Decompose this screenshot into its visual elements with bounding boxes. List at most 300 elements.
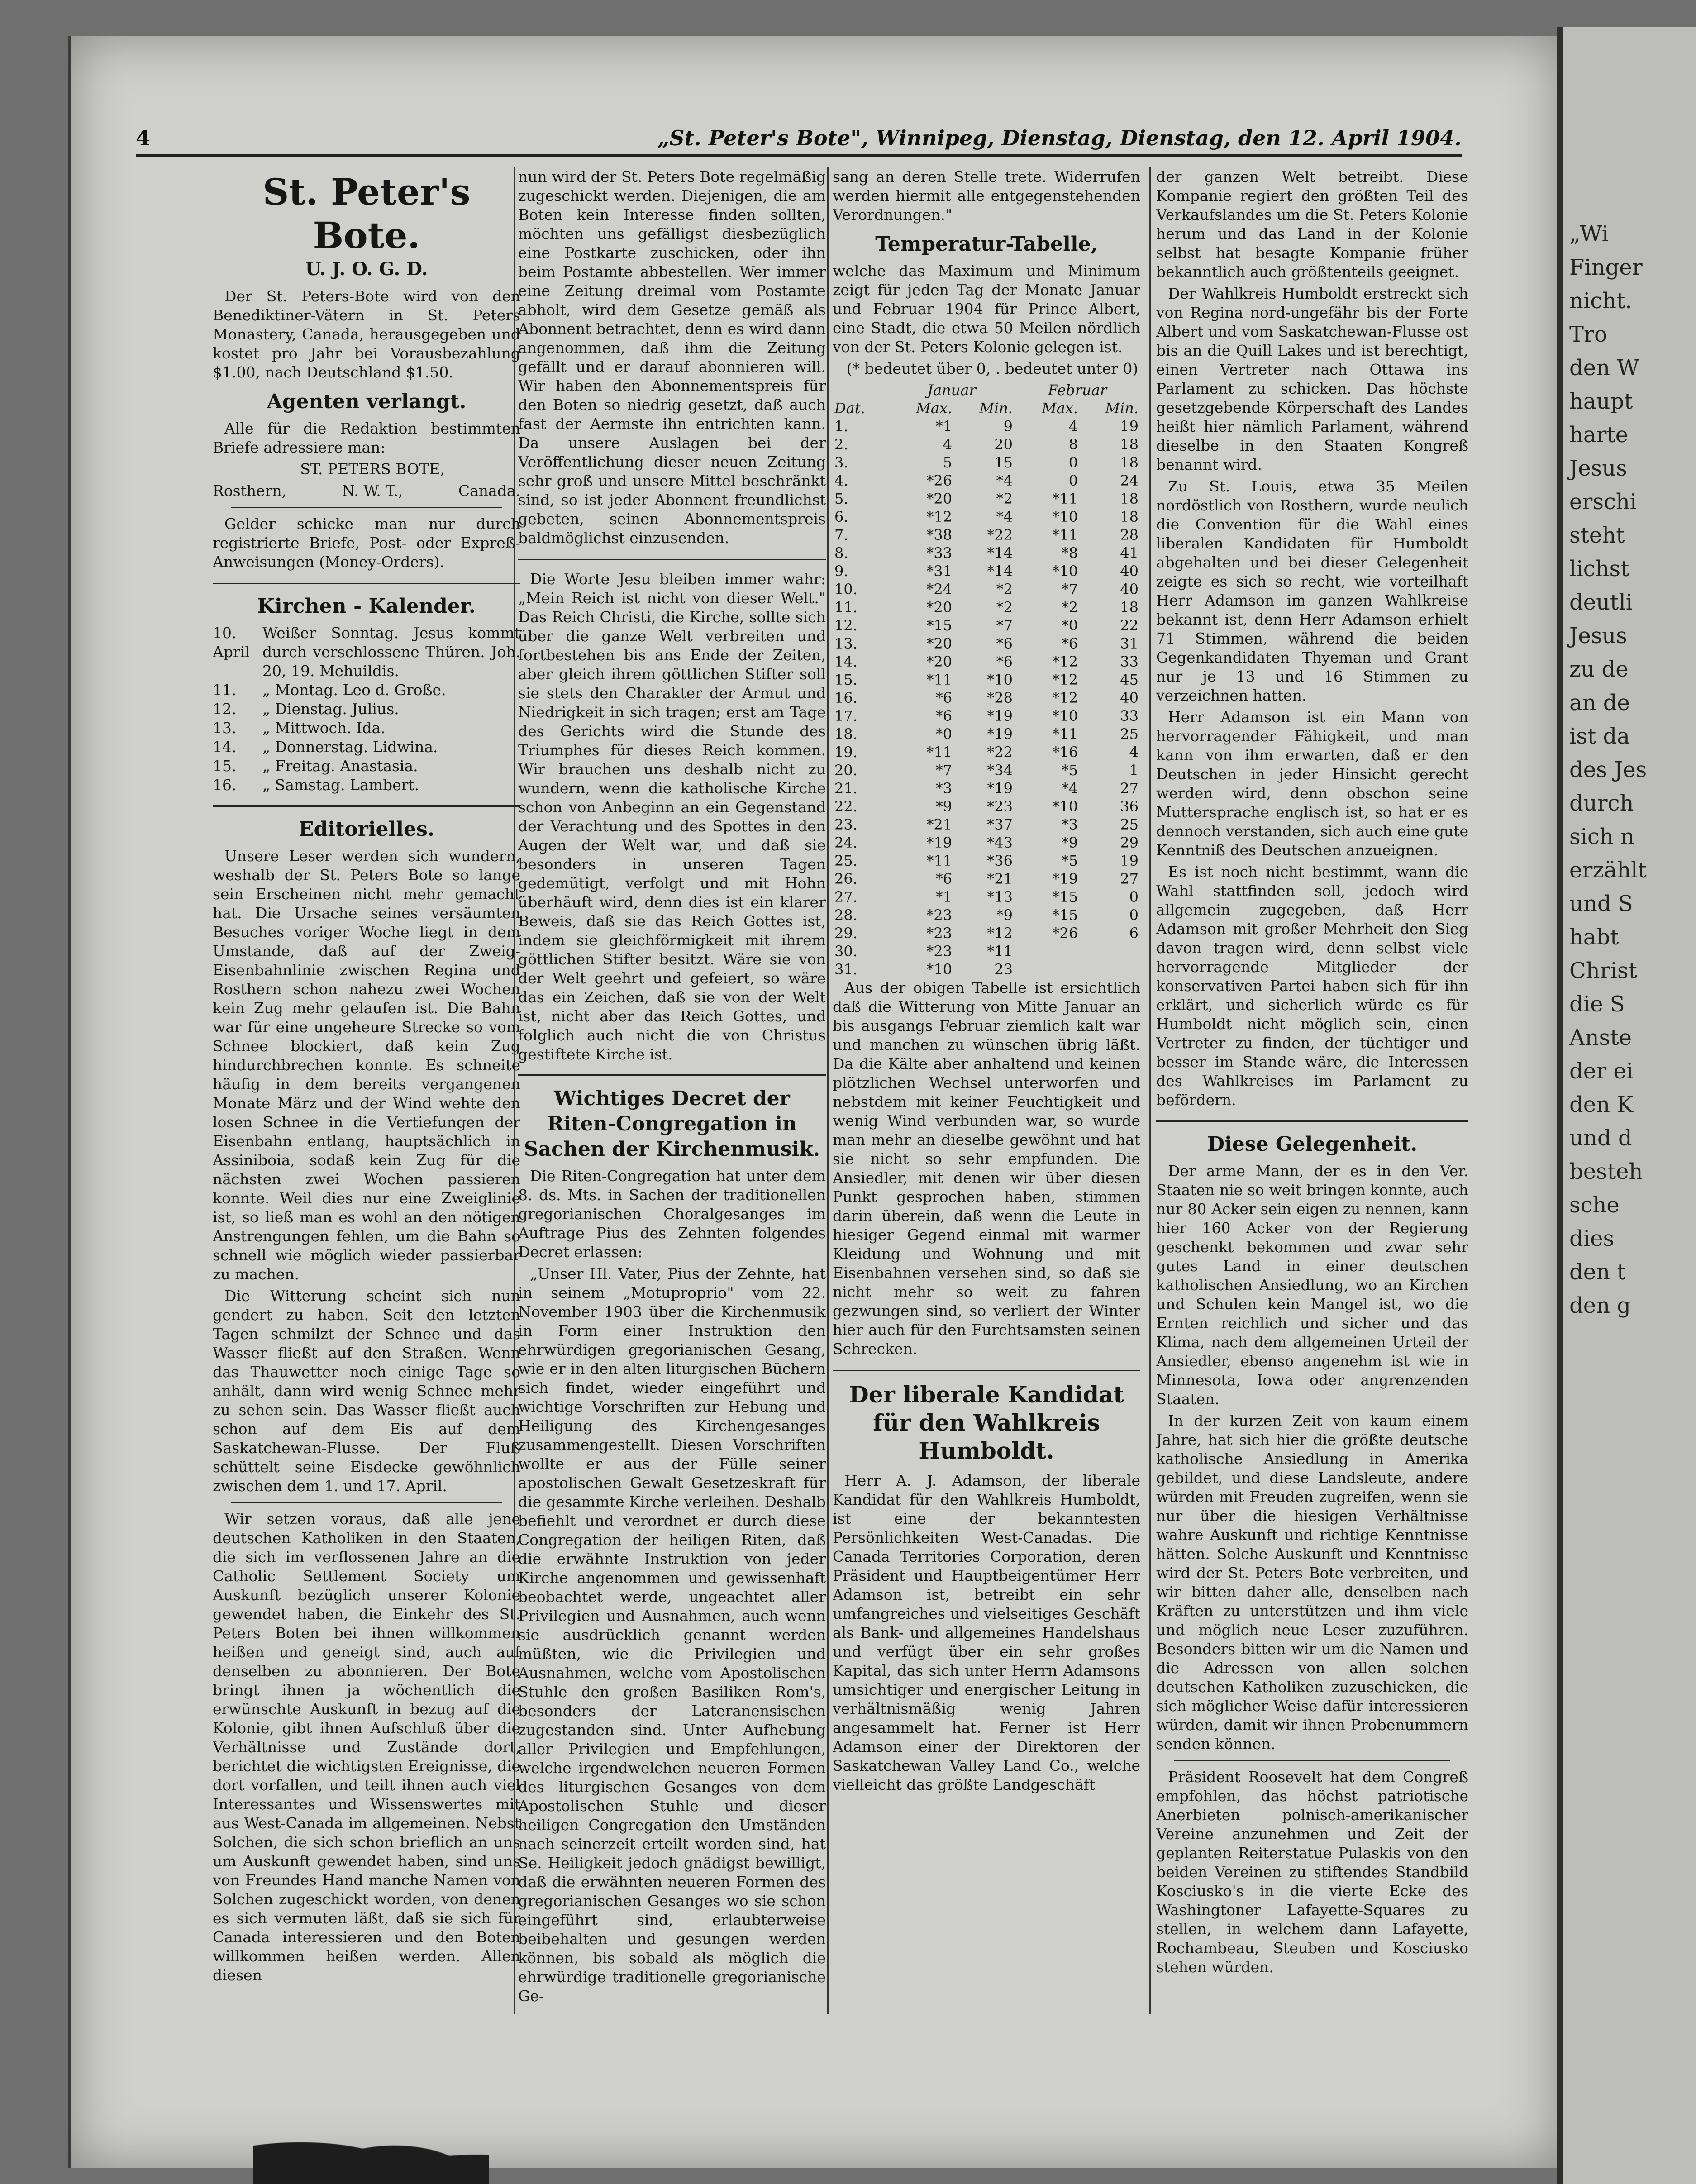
temp-jan-max: *12 <box>926 508 953 525</box>
temp-feb-max: *8 <box>1061 544 1078 562</box>
temp-feb-min: 18 <box>1120 508 1139 525</box>
temp-feb-min: 18 <box>1120 454 1139 471</box>
temperature-row <box>833 508 1140 526</box>
temp-jan-max: 4 <box>943 436 953 453</box>
column-header-row <box>833 399 1140 417</box>
temp-day: 29. <box>834 925 858 942</box>
masthead-motto: U. J. O. G. D. <box>305 258 428 280</box>
temp-jan-min: 15 <box>994 454 1013 471</box>
temperature-row <box>833 834 1140 852</box>
temp-day: 1. <box>834 418 848 435</box>
temp-jan-max: *3 <box>935 780 953 797</box>
temp-feb-max: *12 <box>1052 653 1078 670</box>
running-title: „St. Peter's Bote", Winnipeg, Dienstag, Dienstag, den 12. April 1904. <box>657 126 1462 150</box>
divider <box>1156 1120 1468 1122</box>
temperature-row <box>833 888 1140 906</box>
temp-feb-max: *5 <box>1061 852 1078 869</box>
facing-line: der ei <box>1569 1059 1634 1084</box>
temp-feb-max: *12 <box>1052 671 1078 688</box>
facing-line: dies <box>1569 1226 1615 1251</box>
temp-day: 19. <box>834 744 858 761</box>
temp-jan-min: *9 <box>996 906 1013 924</box>
temp-feb-min: 18 <box>1120 599 1139 616</box>
temp-day: 24. <box>834 834 858 851</box>
facing-line: den W <box>1569 355 1639 381</box>
temp-feb-max: *10 <box>1052 798 1078 815</box>
temp-feb-min: 1 <box>1129 762 1139 779</box>
temp-jan-max: *20 <box>926 635 953 652</box>
temperature-row <box>833 435 1140 453</box>
calendar-row <box>213 757 520 776</box>
temperature-row <box>833 598 1140 616</box>
facing-line: steht <box>1569 523 1625 548</box>
temp-jan-min: *19 <box>987 780 1013 797</box>
calendar-date: 14. <box>213 738 237 756</box>
temp-feb-min: 29 <box>1120 834 1139 851</box>
temp-feb-min: 45 <box>1120 671 1139 688</box>
temp-feb-min: 33 <box>1120 707 1139 725</box>
temperature-row <box>833 870 1140 888</box>
temp-jan-max: *11 <box>926 852 953 869</box>
temp-feb-min: 40 <box>1120 581 1139 598</box>
temperature-intro: welche das Maximum und Minimum zeigt für jeden Tag der Monate Januar und Februar 1904 für Prince Albert, eine Stadt, die etwa 50 Meilen nördlich von der St. Peters Kolonie gelegen ist. <box>833 262 1140 356</box>
temp-day: 3. <box>834 454 848 471</box>
temp-feb-max: *2 <box>1061 599 1078 616</box>
header-max: Max. <box>916 400 953 417</box>
temperature-row <box>833 815 1140 834</box>
article-paragraph: Herr A. J. Adamson, der liberale Kandidat für den Wahlkreis Humboldt, ist eine der bekanntesten Persönlichkeiten West-Canadas. Die Canada Territories Corporation, deren Präsident und Hauptbeigentümer Herr Adamson ist, betreibt ein sehr umfangreiches und vielseitiges Geschäft als Bank- und allgemeines Handelshaus und verfügt über ein sehr großes Kapital, das sich unter Herrn Adamsons umsichtiger und energischer Leitung in verhältnismäßig wenig Jahren angesammelt hat. Ferner ist Herr Adamson einer der Direktoren der Saskatchewan Valley Land Co., welche vielleicht das größte Landgeschäft <box>833 1472 1140 1793</box>
temp-day: 8. <box>834 544 848 562</box>
divider <box>213 582 520 584</box>
facing-line: Tro <box>1569 322 1607 347</box>
temp-feb-min: 4 <box>1129 744 1139 761</box>
header-min: Min. <box>1105 400 1139 417</box>
temp-jan-min: *22 <box>987 744 1013 761</box>
facing-line: harte <box>1569 422 1629 448</box>
temp-day: 17. <box>834 707 858 725</box>
temp-day: 18. <box>834 725 858 743</box>
temp-jan-max: *38 <box>926 526 953 544</box>
article-paragraph: der ganzen Welt betreibt. Diese Kompanie regiert den größten Teil des Verkaufslandes um die St. Peters Kolonie herum und das Land in der Kolonie selbst hat besagte Kompanie früher bekanntlich auch größtenteils geeignet. <box>1156 168 1468 281</box>
temperature-table <box>833 381 1140 978</box>
facing-line: die S <box>1569 992 1625 1017</box>
article-paragraph: Zu St. Louis, etwa 35 Meilen nordöstlich von Rosthern, wurde neulich die Convention für die Wahl eines liberalen Kandidaten für Humboldt abgehalten und bei dieser Gelegenheit zeigte es sich so recht, wie vorteilhaft Herr Adamson im ganzen Wahlkreise bekannt ist, denn Herr Adamson erhielt 71 Stimmen, während die beiden Gegenkandidaten Thyeman und Grant nur je 13 und 16 Stimmen zu verzeichnen hatten. <box>1156 477 1468 704</box>
facing-line: des Jes <box>1569 757 1647 782</box>
facing-line: Finger <box>1569 255 1643 280</box>
temperature-row <box>833 707 1140 725</box>
temp-jan-max: *15 <box>926 617 953 634</box>
editorials-heading: Editorielles. <box>298 818 435 841</box>
temp-jan-min: *14 <box>987 544 1013 562</box>
article-paragraph: Aus der obigen Tabelle ist ersichtlich daß die Witterung von Mitte Januar an bis ausgangs Februar ziemlich kalt war und manchen zu wünschen übrig läßt. Da die Kälte aber anhaltend und keinen plötzlichen Wechsel unterworfen und nebstdem mit keiner Feuchtigkeit und wenig Wind verbunden war, so wurde man mehr an dieselbe gewöhnt und hat sie nicht so sehr empfunden. Die Ansiedler, mit denen wir über diesen Punkt gesprochen haben, stimmen darin überein, daß wenn die Leute in hiesiger Gegend einmal mit warmer Kleidung und Wohnung und mit Eisenbahnen versehen sind, so daß sie nicht mehr so weit zu fahren gezwungen sind, so verliert der Winter hier auch für den Furchtsamsten seinen Schrecken. <box>833 979 1140 1358</box>
temp-day: 5. <box>834 490 848 507</box>
temp-feb-min: 19 <box>1120 852 1139 869</box>
temperature-rows <box>833 417 1140 978</box>
header-min: Min. <box>979 400 1013 417</box>
article-paragraph: Der Wahlkreis Humboldt erstreckt sich von Regina nord-ungefähr bis der Forte Albert und vom Saskatchewan-Flusse ost bis an die Quill Lakes und ist berechtigt, einen Vertreter nach Ottawa ins Parlament zu schicken. Das höchste gesetzgebende Körperschaft des Landes heißt hier nämlich Parlament, während dieselbe in den Staaten Kongreß benannt wird. <box>1156 285 1468 473</box>
temperature-row <box>833 472 1140 490</box>
temperature-row <box>833 761 1140 779</box>
temp-jan-max: *26 <box>926 472 953 489</box>
temp-feb-max: *19 <box>1052 870 1078 887</box>
opportunity-heading: Diese Gelegenheit. <box>1207 1133 1418 1156</box>
temp-feb-min: 18 <box>1120 436 1139 453</box>
temp-feb-min: 25 <box>1120 725 1139 743</box>
calendar-date: 12. <box>213 700 237 718</box>
temp-feb-max <box>1015 942 1080 960</box>
temp-jan-min: *37 <box>987 816 1013 833</box>
temp-jan-max: *1 <box>935 418 953 435</box>
temperature-row <box>833 580 1140 598</box>
temp-jan-min: *22 <box>987 526 1013 544</box>
calendar-row <box>213 681 520 700</box>
temp-feb-min: 27 <box>1120 870 1139 887</box>
temp-feb-min: 22 <box>1120 617 1139 634</box>
calendar-entry: „ Freitag. Anastasia. <box>262 757 418 775</box>
temp-feb-max: *7 <box>1061 581 1078 598</box>
temp-day: 21. <box>834 780 858 797</box>
article-paragraph: Der arme Mann, der es in den Ver. Staaten nie so weit bringen konnte, auch nur 80 Acker sein eigen zu nennen, kann hier 160 Acker von der Regierung geschenkt bekommen und zwar sehr gutes Land in einer deutschen katholischen Ansiedlung, wo an Kirchen und Schulen kein Mangel ist, wo die Ernten reichlich und sicher und das Klima, nach dem allgemeinen Urteil der Ansiedler, ebenso angenehm ist wie in Minnesota, Iowa oder angrenzenden Staaten. <box>1156 1162 1468 1408</box>
scanner-fingers <box>253 2116 489 2184</box>
temperature-row <box>833 924 1140 942</box>
facing-line: besteh <box>1569 1159 1643 1184</box>
temp-jan-min: *21 <box>987 870 1013 887</box>
temp-day: 11. <box>834 599 858 616</box>
facing-line: sche <box>1569 1192 1620 1218</box>
month-january: Januar <box>927 381 976 399</box>
facing-line: deutli <box>1569 590 1633 615</box>
temp-jan-max: *0 <box>935 725 953 743</box>
facing-line: habt <box>1569 925 1619 950</box>
temp-feb-min: 0 <box>1129 906 1139 924</box>
temp-jan-max: *9 <box>935 798 953 815</box>
temp-day: 27. <box>834 888 858 906</box>
temp-feb-max: *15 <box>1052 888 1078 906</box>
temp-day: 12. <box>834 617 858 634</box>
column-rule <box>1149 167 1151 2014</box>
editorial-paragraph: Unsere Leser werden sich wundern, weshalb der St. Peters Bote so lange sein Erscheinen nicht mehr gemacht hat. Die Ursache seines versäumten Besuches voriger Woche liegt in dem Umstande, daß auf der Zweig-Eisenbahnlinie zwischen Regina und Rosthern schon nahezu zwei Wochen kein Zug mehr gelaufen ist. Die Bahn war für eine ungeheure Strecke so vom Schnee blockiert, daß kein Zug hindurchbrechen konnte. Es schneite häufig in dem bereits vergangenen Monate März und der Wind wehte den losen Schnee in die Vertiefungen der Eisenbahn entlang, hauptsächlich in Assiniboia, sodaß kein Zug für die nächsten zwei Wochen passieren konnte. Weil dies nur eine Zweiglinie ist, so ließ man es wohl an den nötigen Anstrengungen fehlen, um die Bahn so schnell wie möglich wieder passierbar zu machen. <box>213 847 520 1283</box>
temperature-row <box>833 779 1140 797</box>
facing-line: Jesus <box>1569 456 1627 481</box>
temperature-row <box>833 797 1140 815</box>
temperature-row <box>833 490 1140 508</box>
calendar-row <box>213 738 520 757</box>
temp-jan-min: *2 <box>996 599 1013 616</box>
calendar-row <box>213 719 520 738</box>
calendar-heading: Kirchen - Kalender. <box>257 595 476 618</box>
temperature-row <box>833 544 1140 562</box>
temp-feb-max: 8 <box>1068 436 1078 453</box>
temp-day: 10. <box>834 581 858 598</box>
temp-jan-min: *6 <box>996 635 1013 652</box>
article-paragraph: nun wird der St. Peters Bote regelmäßig zugeschickt werden. Diejenigen, die am Boten kein Interesse finden sollten, möchten uns gefälligst diesbezüglich eine Postkarte zuschicken, oder ihn beim Postamte abbestellen. Wer immer eine Zeitung dreimal vom Postamte abholt, wird dem Gesetze gemäß als Abonnent betrachtet, denn es wird dann angenommen, daß ihm die Zeitung gefällt und er darauf abonnieren will. Wir haben den Abonnementspreis für den Boten so niedrig gesetzt, daß auch fast der Aermste ihn entrichten kann. Da unsere Auslagen bei der Veröffentlichung dieser neuen Zeitung sehr groß und unsere Mittel beschränkt sind, so ist jeder Abonnent freundlichst gebeten, seinen Abonnementspreis baldmöglichst einzusenden. <box>518 168 826 547</box>
facing-line: den g <box>1569 1293 1631 1318</box>
temp-feb-min: 27 <box>1120 780 1139 797</box>
temp-feb-min: 40 <box>1120 563 1139 580</box>
temp-feb-min: 25 <box>1120 816 1139 833</box>
temp-feb-max: *0 <box>1061 617 1078 634</box>
temp-jan-min: *34 <box>987 762 1013 779</box>
temp-jan-min: *14 <box>987 563 1013 580</box>
temp-feb-max: *11 <box>1052 526 1078 544</box>
temp-jan-min: *10 <box>987 671 1013 688</box>
temp-feb-min <box>1080 960 1140 978</box>
calendar-date: 13. <box>213 719 237 737</box>
temp-jan-max: *6 <box>935 689 953 706</box>
temp-day: 7. <box>834 526 848 544</box>
facing-line: Anste <box>1569 1025 1632 1050</box>
temp-jan-max: *6 <box>935 707 953 725</box>
address-name: ST. PETERS BOTE, <box>300 460 445 478</box>
temp-jan-max: *23 <box>926 906 953 924</box>
temp-jan-min: *28 <box>987 689 1013 706</box>
temp-feb-max: *3 <box>1061 816 1078 833</box>
temp-feb-min: 40 <box>1120 689 1139 706</box>
calendar-entry: „ Dienstag. Julius. <box>262 700 399 718</box>
temp-jan-max: 5 <box>943 454 953 471</box>
temperature-row <box>833 671 1140 689</box>
temp-day: 20. <box>834 762 858 779</box>
temp-day: 9. <box>834 563 848 580</box>
temp-jan-min: 20 <box>994 436 1013 453</box>
temperature-row <box>833 562 1140 580</box>
divider <box>833 1369 1140 1371</box>
temperature-row <box>833 453 1140 472</box>
divider <box>518 1074 826 1076</box>
temperature-row <box>833 526 1140 544</box>
article-paragraph: Die Worte Jesu bleiben immer wahr: „Mein Reich ist nicht von dieser Welt." Das Reich Christi, die Kirche, sollte sich über die ganze Welt verbreiten und fortbestehen bis ans Ende der Zeiten, aber gleich ihrem göttlichen Stifter soll sie stets den Charakter der Armut und Niedrigkeit in sich tragen; erst am Tage des Gerichts wird die Stunde des Triumphes für dieses Reich kommen. Wir brauchen uns deshalb nicht zu wundern, wenn die katholische Kirche schon von Anbeginn an ein Gegenstand der Verachtung und des Spottes in den Augen der Welt war, und daß sie besonders in unseren Tagen gedemütigt, verfolgt und mit Hohn überhäuft wird, denn dies ist ein klarer Beweis, daß sie das Reich Gottes ist, indem sie gleichförmigkeit mit ihrem göttlichen Stifter besitzt. Wäre sie von der Welt geehrt und gefeiert, so wäre das ein Zeichen, daß sie von der Welt ist, nicht aber das Reich Gottes, und folglich auch nicht die von Christus gestiftete Kirche ist. <box>518 570 826 1063</box>
facing-line: den t <box>1569 1259 1626 1285</box>
calendar-date: 11. <box>213 681 237 699</box>
temp-feb-min: 0 <box>1129 888 1139 906</box>
page-number: 4 <box>136 126 151 150</box>
calendar-entry: „ Montag. Leo d. Große. <box>262 681 446 699</box>
temp-feb-min: 36 <box>1120 798 1139 815</box>
temp-feb-max: *10 <box>1052 707 1078 725</box>
temp-jan-min: *36 <box>987 852 1013 869</box>
calendar-entry: Weißer Sonntag. Jesus kommt durch verschlossene Thüren. Joh. 20, 19. Mehuildis. <box>262 624 520 680</box>
calendar-entry: „ Samstag. Lambert. <box>262 776 419 794</box>
temperature-heading: Temperatur-Tabelle, <box>875 233 1098 256</box>
facing-line: nicht. <box>1569 288 1632 314</box>
facing-line: haupt <box>1569 389 1633 414</box>
temp-jan-min: *43 <box>987 834 1013 851</box>
temp-day: 22. <box>834 798 858 815</box>
temperature-row <box>833 689 1140 707</box>
temp-jan-min: *19 <box>987 707 1013 725</box>
facing-line: durch <box>1569 791 1634 816</box>
facing-line: und S <box>1569 891 1633 916</box>
divider <box>518 558 826 560</box>
facing-line: Christ <box>1569 958 1637 983</box>
temp-jan-max: *10 <box>926 961 953 978</box>
facing-line: zu de <box>1569 657 1629 682</box>
facing-line: sich n <box>1569 824 1634 849</box>
decree-heading: Wichtiges Decret der Riten-Congregation in Sachen der Kirchenmusik. <box>524 1087 820 1161</box>
temp-day: 4. <box>834 472 848 489</box>
temperature-row <box>833 743 1140 761</box>
page-header <box>136 122 1462 157</box>
temp-jan-max: *21 <box>926 816 953 833</box>
calendar-date: 15. <box>213 757 237 775</box>
agents-heading: Agenten verlangt. <box>267 390 467 413</box>
temperature-row <box>833 616 1140 634</box>
temp-jan-max: *20 <box>926 490 953 507</box>
temp-day: 25. <box>834 852 858 869</box>
temp-jan-max: *33 <box>926 544 953 562</box>
letters-note: Alle für die Redaktion bestimmten Briefe adressiere man: <box>213 420 520 456</box>
temp-jan-min: 9 <box>1003 418 1013 435</box>
temp-feb-min: 33 <box>1120 653 1139 670</box>
calendar-entry: „ Donnerstag. Lidwina. <box>262 738 438 756</box>
temp-day: 13. <box>834 635 858 652</box>
header-max: Max. <box>1042 400 1078 417</box>
divider <box>231 1502 502 1503</box>
temperature-row <box>833 942 1140 960</box>
calendar-entry: „ Mittwoch. Ida. <box>262 719 386 737</box>
divider <box>213 805 520 807</box>
temp-day: 16. <box>834 689 858 706</box>
temp-jan-max: *23 <box>926 943 953 960</box>
temp-feb-max: *4 <box>1061 780 1078 797</box>
temp-feb-max: 4 <box>1068 418 1078 435</box>
calendar-date: 10. April <box>213 624 250 661</box>
temp-feb-min: 19 <box>1120 418 1139 435</box>
header-date: Dat. <box>834 400 865 417</box>
temp-feb-max: *10 <box>1052 508 1078 525</box>
temp-jan-min: *2 <box>996 581 1013 598</box>
temp-day: 28. <box>834 906 858 924</box>
temp-feb-min: 31 <box>1120 635 1139 652</box>
temp-jan-max: *11 <box>926 744 953 761</box>
temp-jan-max: *7 <box>935 762 953 779</box>
address-territory: N. W. T., <box>342 482 403 500</box>
temp-day: 15. <box>834 671 858 688</box>
temp-jan-max: *19 <box>926 834 953 851</box>
temp-feb-max: *11 <box>1052 725 1078 743</box>
temp-day: 14. <box>834 653 858 670</box>
temp-jan-min: *4 <box>996 508 1013 525</box>
temp-day: 31. <box>834 961 858 978</box>
editorial-paragraph: Wir setzen voraus, daß alle jene deutschen Katholiken in den Staaten, die sich im verflossenen Jahre an die Catholic Settlement Society um Auskunft bezüglich unserer Kolonie gewendet haben, die Einkehr des St. Peters Boten bei ihnen willkommen heißen und geneigt sind, auch auf denselben zu abonnieren. Der Bote bringt ihnen ja wöchentlich die erwünschte Auskunft in bezug auf die Kolonie, gibt ihnen Aufschluß über die Verhältnisse und Zustände dort, berichtet die wichtigsten Ereignisse, die dort vorfallen, und teilt ihnen auch viel Interessantes und Wissenswertes mit aus West-Canada im allgemeinen. Nebst Solchen, die sich schon brieflich an uns um Auskunft gewendet haben, sind uns von Freundes Hand manche Namen von Solchen zugeschickt worden, von denen es sich vermuten läßt, daß sie sich für Canada interessieren und den Boten willkommen heißen werden. Allen diesen <box>213 1510 520 1984</box>
candidate-heading: Der liberale Kandidat für den Wahlkreis Humboldt. <box>849 1381 1124 1464</box>
article-paragraph: In der kurzen Zeit von kaum einem Jahre, hat sich hier die größte deutsche katholische Ansiedlung in Amerika gebildet, und diese Landsleute, andere würden mit Freuden zugreifen, wenn sie nur über die hiesigen Verhältnisse wahre Auskunft und richtige Kenntnisse hätten. Solche Auskunft und Kenntnisse wird der St. Peters Bote verbreiten, und wir bitten daher alle, denselben nach Kräften zu unterstützen und ihm viele und möglich neue Leser zuzuführen. Besonders bitten wir um die Namen und die Adressen von allen solchen deutschen Katholiken zuzuschicken, die sich möglicher Weise dafür interessieren würden, damit wir ihnen Probenummern senden können. <box>1156 1412 1468 1753</box>
temp-jan-max: *11 <box>926 671 953 688</box>
facing-line: und d <box>1569 1125 1632 1151</box>
temp-feb-max: *16 <box>1052 744 1078 761</box>
editorial-paragraph: Die Witterung scheint sich nun gendert zu haben. Seit den letzten Tagen schmilzt der Schnee und das Wasser fließt auf den Straßen. Wenn das Thauwetter noch einige Tage so anhält, dann wird wenig Schnee mehr zu sehen sein. Das Wasser fließt auch schon auf dem Eis auf dem Saskatchewan-Flusse. Der Fluß schüttelt seine Eisdecke gewöhnlich zwischen dem 1. und 17. April. <box>213 1287 520 1495</box>
temperature-legend: (* bedeutet über 0, . bedeutet unter 0) <box>846 360 1139 377</box>
divider <box>1174 1760 1450 1761</box>
money-note: Gelder schicke man nur durch registrierte Briefe, Post- oder Expreß-Anweisungen (Money-Orders). <box>213 515 520 571</box>
article-paragraph: Herr Adamson ist ein Mann von hervorragender Fähigkeit, und man kann von ihm erwarten, daß er den Deutschen in jeder Hinsicht gerecht werden wird, denn obschon seine Muttersprache englisch ist, so hat er es dennoch verstanden, sich auch eine gute Kenntniß des Deutschen anzueignen. <box>1156 708 1468 859</box>
temp-jan-max: *20 <box>926 653 953 670</box>
temp-feb-max: *26 <box>1052 925 1078 942</box>
temperature-row <box>833 906 1140 924</box>
calendar-row <box>213 624 520 681</box>
column-2 <box>518 167 826 2014</box>
temp-jan-min: *13 <box>987 888 1013 906</box>
temp-day: 2. <box>834 436 848 453</box>
facing-line: an de <box>1569 690 1630 715</box>
temp-feb-max <box>1015 960 1080 978</box>
temp-jan-max: *31 <box>926 563 953 580</box>
divider <box>231 507 502 508</box>
facing-line: den K <box>1569 1092 1634 1117</box>
masthead: St. Peter's Bote. <box>262 171 471 257</box>
article-paragraph: Die Riten-Congregation hat unter dem 8. ds. Mts. in Sachen der traditionellen gregorianischen Choralgesanges im Auftrage Pius des Zehnten folgendes Decret erlassen: <box>518 1167 826 1261</box>
temp-jan-min: *11 <box>987 943 1013 960</box>
facing-page <box>1557 27 1696 2184</box>
temp-jan-max: *20 <box>926 599 953 616</box>
month-header-row <box>833 381 1140 399</box>
church-calendar <box>213 624 520 795</box>
temp-feb-max: 0 <box>1068 454 1078 471</box>
calendar-row <box>213 776 520 795</box>
temperature-row <box>833 960 1140 978</box>
temperature-row <box>833 417 1140 435</box>
temp-day: 6. <box>834 508 848 525</box>
temp-feb-min: 41 <box>1120 544 1139 562</box>
temp-jan-min: *4 <box>996 472 1013 489</box>
facing-line: lichst <box>1569 556 1629 582</box>
publication-intro: Der St. Peters-Bote wird von den Benediktiner-Vätern in St. Peters Monastery, Canada, herausgegeben und kostet pro Jahr bei Vorausbezahlung $1.00, nach Deutschland $1.50. <box>213 287 520 381</box>
temp-feb-max: *10 <box>1052 563 1078 580</box>
address-place: Rosthern, <box>213 482 287 500</box>
temp-feb-min <box>1080 942 1140 960</box>
facing-line: erzählt <box>1569 858 1647 883</box>
temp-jan-min: 23 <box>994 961 1013 978</box>
column-rule <box>827 167 829 2014</box>
temp-feb-max: *9 <box>1061 834 1078 851</box>
temperature-row <box>833 725 1140 743</box>
column-1 <box>213 167 520 2014</box>
column-3 <box>833 167 1140 2014</box>
temp-jan-min: *19 <box>987 725 1013 743</box>
temp-feb-max: *11 <box>1052 490 1078 507</box>
calendar-date: 16. <box>213 776 237 794</box>
temp-feb-max: *6 <box>1061 635 1078 652</box>
temp-feb-max: *5 <box>1061 762 1078 779</box>
temp-jan-max: *1 <box>935 888 953 906</box>
calendar-row <box>213 700 520 719</box>
facing-line: Jesus <box>1569 623 1627 649</box>
temp-feb-min: 24 <box>1120 472 1139 489</box>
column-4 <box>1156 167 1468 2014</box>
article-paragraph: „Unser Hl. Vater, Pius der Zehnte, hat in seinem „Motuproprio" vom 22. November 1903 über die Kirchenmusik in Form einer Instruktion den ehrwürdigen gregorianischen Gesang, wie er in den alten liturgischen Büchern sich findet, wieder eingeführt und wichtige Vorschriften zur Hebung und Heiligung des Kirchengesanges zusammengestellt. Diesen Vorschriften wollte er aus der Fülle seiner apostolischen Gewalt Gesetzeskraft für die gesammte Kirche verleihen. Deshalb befiehlt und verordnet er durch diese Congregation der heiligen Riten, daß die erwähnte Instruktion von jeder Kirche angenommen und gewissenhaft beobachtet werde, ungeachtet aller Privilegien und Ausnahmen, auch wenn sie ausdrücklich genannt werden müßten, wie die Privilegien und Ausnahmen, welche vom Apostolischen Stuhle den großen Basiliken Rom's, besonders der Lateranensischen zugestanden sind. Unter Aufhebung aller Privilegien und Empfehlungen, welche irgendwelchen neueren Formen des liturgischen Gesanges von dem Apostolischen Stuhle und dieser heiligen Congregation den Umständen nach seinerzeit erteilt worden sind, hat Se. Heiligkeit jedoch gnädigst bewilligt, daß die erwähnten neueren Formen des gregorianischen Gesanges wo sie schon eingeführt sind, erlaubterweise beibehalten und gesungen werden können, bis sobald als möglich die ehrwürdige traditionelle gregorianische Ge- <box>518 1265 826 2005</box>
article-paragraph: sang an deren Stelle trete. Widerrufen werden hiermit alle entgegenstehenden Verordnungen." <box>833 168 1140 224</box>
temp-jan-min: *6 <box>996 653 1013 670</box>
facing-line: ist da <box>1569 724 1630 749</box>
temp-jan-min: *23 <box>987 798 1013 815</box>
temp-feb-max: *15 <box>1052 906 1078 924</box>
temp-jan-min: *12 <box>987 925 1013 942</box>
temp-feb-min: 18 <box>1120 490 1139 507</box>
temperature-row <box>833 653 1140 671</box>
facing-line: „Wi <box>1569 221 1609 247</box>
month-february: Februar <box>1048 381 1107 399</box>
temp-feb-max: *12 <box>1052 689 1078 706</box>
facing-line: erschi <box>1569 489 1637 515</box>
temp-jan-max: *23 <box>926 925 953 942</box>
address-line <box>213 482 520 501</box>
temp-jan-max: *24 <box>926 581 953 598</box>
temp-feb-max: 0 <box>1068 472 1078 489</box>
temp-day: 26. <box>834 870 858 887</box>
address-country: Canada. <box>458 482 520 500</box>
temperature-row <box>833 852 1140 870</box>
article-paragraph: Präsident Roosevelt hat dem Congreß empfohlen, das höchst patriotische Anerbieten polnisch-amerikanischer Vereine anzunehmen und Zeit der geplanten Reiterstatue Pulaskis von den beiden Vereinen zu stiftendes Standbild Kosciusko's in die vierte Ecke des Washingtoner Lafayette-Squares zu stellen, in welchem dann Lafayette, Rochambeau, Steuben und Kosciusko stehen würden. <box>1156 1768 1468 1976</box>
